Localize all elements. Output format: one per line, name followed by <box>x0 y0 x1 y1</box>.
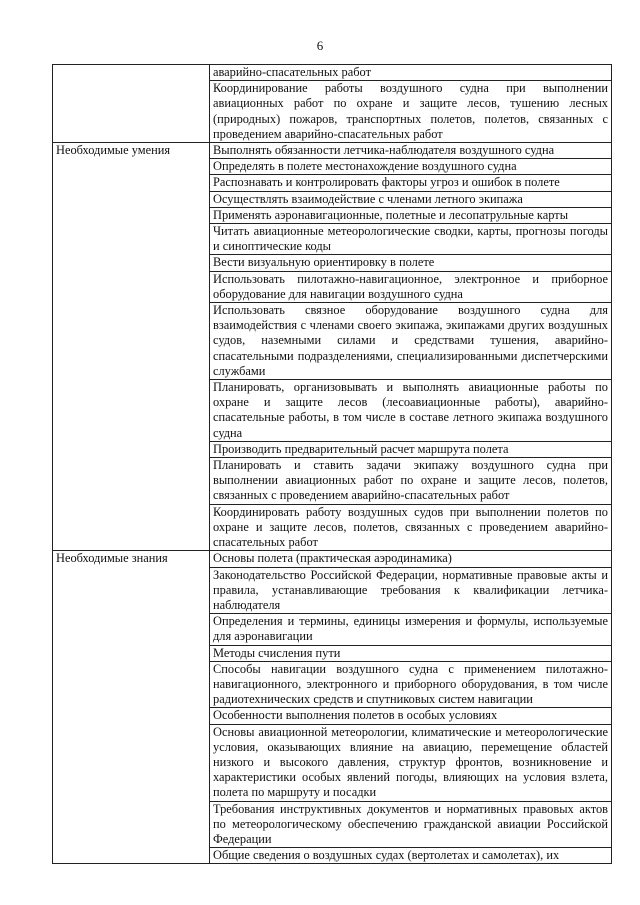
table-cell: Координировать работу воздушных судов при выполнении полетов по охране и защите лесов, полетов, связанных с проведением аварийно-спасательных работ <box>210 504 612 551</box>
table-cell: Основы полета (практическая аэродинамика) <box>210 551 612 567</box>
table-cell: Методы счисления пути <box>210 645 612 661</box>
table-cell: Вести визуальную ориентировку в полете <box>210 255 612 271</box>
table-cell: Использовать связное оборудование воздушного судна для взаимодействия с членами своего экипажа, экипажами других воздушных судов, наземными силами и средствами тушения, аварийно-спасательными подразделениями, специализированными диспетчерскими службами <box>210 303 612 380</box>
table-row <box>53 143 612 159</box>
table-cell: аварийно-спасательных работ <box>210 65 612 81</box>
section-label-knowledge: Необходимые знания <box>53 551 210 864</box>
table-cell: Планировать и ставить задачи экипажу воздушного судна при выполнении авиационных работ по охране и защите лесов, полетов, связанных с проведением аварийно-спасательных работ <box>210 458 612 505</box>
table-cell: Читать авиационные метеорологические сводки, карты, прогнозы погоды и синоптические коды <box>210 224 612 255</box>
table-cell: Осуществлять взаимодействие с членами летного экипажа <box>210 191 612 207</box>
table-cell: Планировать, организовывать и выполнять авиационные работы по охране и защите лесов (лесоавиационные работы), аварийно-спасательные работы, в том числе в составе летного экипажа воздушного судна <box>210 380 612 442</box>
table-cell: Определения и термины, единицы измерения и формулы, используемые для аэронавигации <box>210 614 612 645</box>
qualification-table <box>52 64 612 864</box>
table-cell: Производить предварительный расчет маршрута полета <box>210 441 612 457</box>
table-row <box>53 65 612 81</box>
table-cell: Использовать пилотажно-навигационное, электронное и приборное оборудование для навигации воздушного судна <box>210 271 612 302</box>
section-label <box>53 65 210 143</box>
table-cell: Требования инструктивных документов и нормативных правовых актов по метеорологическому обеспечению гражданской авиации Российской Федерации <box>210 801 612 848</box>
table-cell: Законодательство Российской Федерации, нормативные правовые акты и правила, устанавливающие требования к квалификации летчика-наблюдателя <box>210 567 612 614</box>
page-number: 6 <box>316 38 324 53</box>
table-cell: Применять аэронавигационные, полетные и лесопатрульные карты <box>210 207 612 223</box>
table-cell: Выполнять обязанности летчика-наблюдателя воздушного судна <box>210 143 612 159</box>
table-cell: Общие сведения о воздушных судах (вертолетах и самолетах), их <box>210 848 612 864</box>
table-cell: Особенности выполнения полетов в особых условиях <box>210 708 612 724</box>
table-row <box>53 551 612 567</box>
table-cell: Определять в полете местонахождение воздушного судна <box>210 159 612 175</box>
table-cell: Распознавать и контролировать факторы угроз и ошибок в полете <box>210 175 612 191</box>
section-label-skills: Необходимые умения <box>53 143 210 551</box>
table-cell: Основы авиационной метеорологии, климатические и метеорологические условия, оказывающих влияние на авиацию, перемещение областей низкого и высокого давления, структур фронтов, возникновение и характеристики особых явлений погоды, влияющих на условия взлета, полета по маршруту и посадки <box>210 724 612 801</box>
table-cell: Координирование работы воздушного судна при выполнении авиационных работ по охране и защите лесов, тушению лесных (природных) пожаров, транспортных полетов, полетов, связанных с проведением аварийно-спасательных работ <box>210 81 612 143</box>
table-cell: Способы навигации воздушного судна с применением пилотажно-навигационного, электронного и приборного оборудования, в том числе радиотехнических средств и спутниковых систем навигации <box>210 661 612 708</box>
